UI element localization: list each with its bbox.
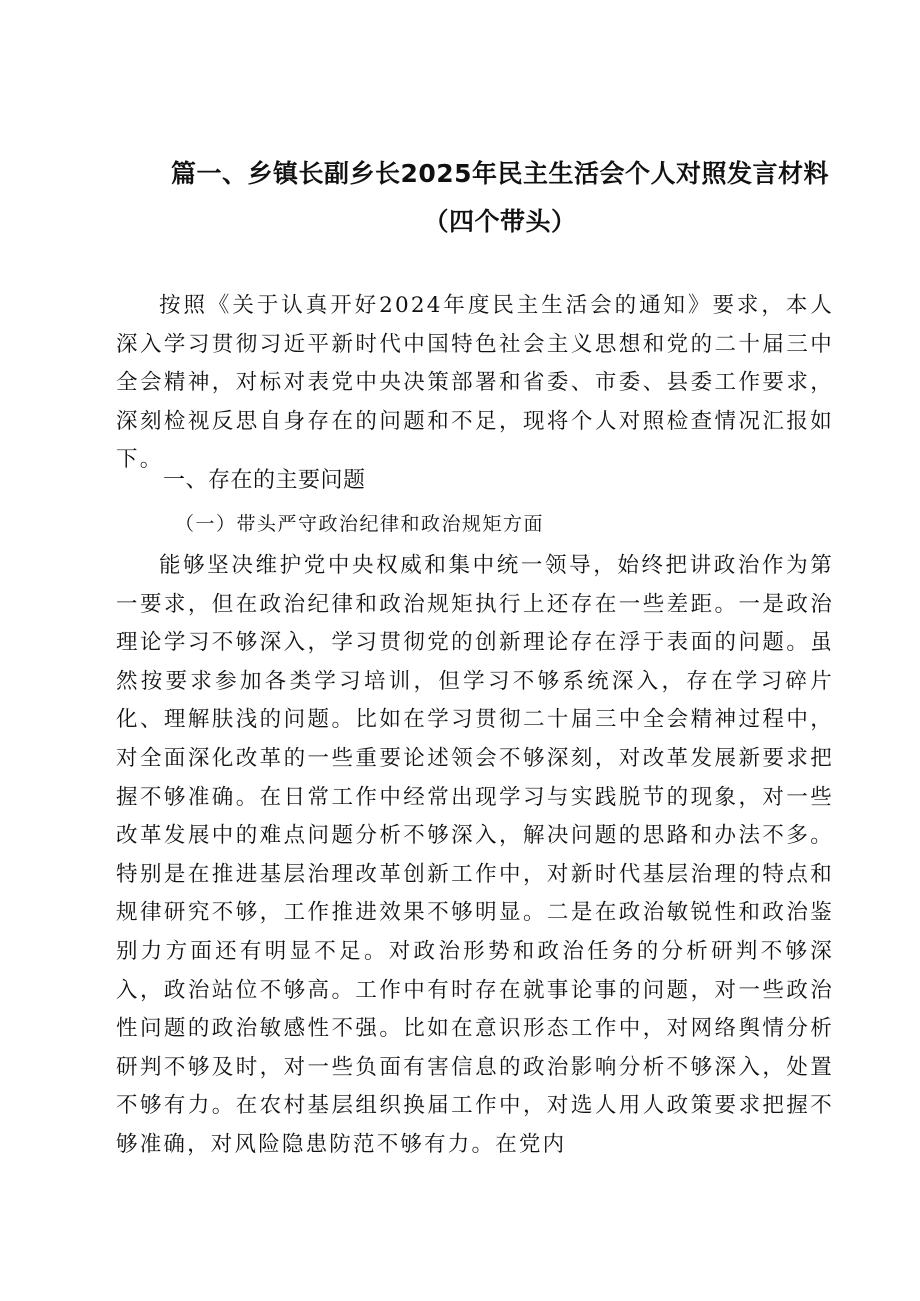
section-heading: 一、存在的主要问题 (163, 468, 366, 493)
document-title: 篇一、乡镇长副乡长2025年民主生活会个人对照发言材料（四个带头） (170, 159, 830, 236)
main-paragraph: 能够坚决维护党中央权威和集中统一领导，始终把讲政治作为第一要求，但在政治纪律和政治规矩执行上还存在一些差距。一是政治理论学习不够深入，学习贯彻党的创新理论存在浮于表面的问题。虽然按要求参加各类学习培训，但学习不够系统深入，存在学习碎片化、理解肤浅的问题。比如在学习贯彻二十届三中全会精神过程中，对全面深化改革的一些重要论述领会不够深刻，对改革发展新要求把握不够准确。在日常工作中经常出现学习与实践脱节的现象，对一些改革发展中的难点问题分析不够深入，解决问题的思路和办法不多。特别是在推进基层治理改革创新工作中，对新时代基层治理的特点和规律研究不够，工作推进效果不够明显。二是在政治敏锐性和政治鉴别力方面还有明显不足。对政治形势和政治任务的分析研判不够深入，政治站位不够高。工作中有时存在就事论事的问题，对一些政治性问题的政治敏感性不强。比如在意识形态工作中，对网络舆情分析研判不够及时，对一些负面有害信息的政治影响分析不够深入，处置不够有力。在农村基层组织换届工作中，对选人用人政策要求把握不够准确，对风险隐患防范不够有力。在党内 (116, 553, 834, 1157)
intro-paragraph: 按照《关于认真开好2024年度民主生活会的通知》要求，本人深入学习贯彻习近平新时代中国特色社会主义思想和党的二十届三中全会精神，对标对表党中央决策部署和省委、市委、县委工作要求，深刻检视反思自身存在的问题和不足，现将个人对照检查情况汇报如下。 (116, 293, 834, 473)
sub-heading: （一）带头严守政治纪律和政治规矩方面 (175, 513, 545, 535)
